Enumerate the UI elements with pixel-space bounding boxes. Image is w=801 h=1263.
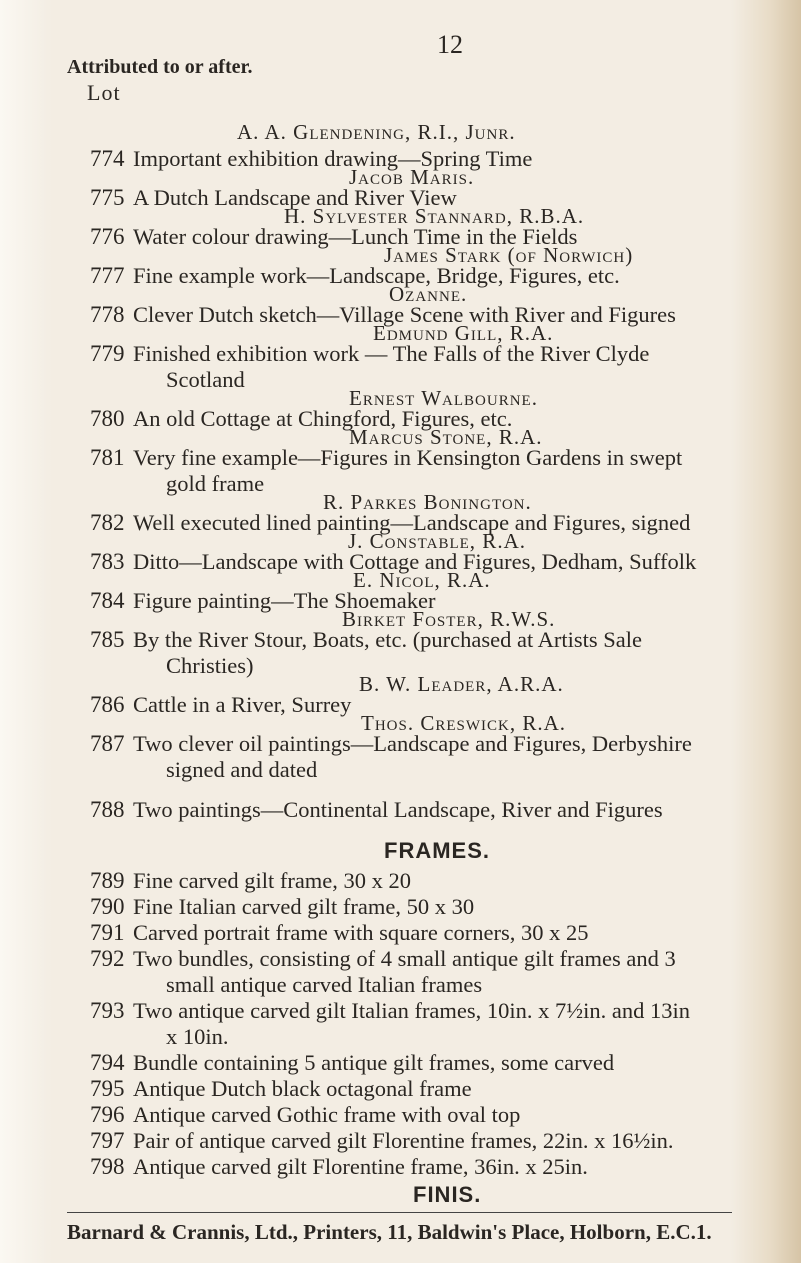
lot-number: 792 (90, 946, 125, 971)
lot-description: Pair of antique carved gilt Florentine frames, 22in. x 16½in. (133, 1128, 674, 1153)
lot-number: 793 (90, 998, 125, 1023)
lot-number: 776 (90, 224, 125, 249)
lot-number: 798 (90, 1154, 125, 1179)
lot-description: Water colour drawing—Lunch Time in the Fields (133, 224, 578, 249)
artist-name: Edmund Gill, R.A. (373, 321, 554, 345)
lot-description: Fine carved gilt frame, 30 x 20 (133, 868, 412, 893)
lot-description: Antique carved gilt Florentine frame, 36in. x 25in. (133, 1154, 588, 1179)
printer-imprint: Barnard & Crannis, Ltd., Printers, 11, Baldwin's Place, Holborn, E.C.1. (67, 1220, 712, 1244)
lot-description: Bundle containing 5 antique gilt frames, some carved (133, 1050, 615, 1075)
lot-description-continued: small antique carved Italian frames (166, 972, 483, 997)
lot-number: 791 (90, 920, 125, 945)
artist-name: A. A. Glendening, R.I., Junr. (237, 120, 516, 144)
lot-number: 777 (90, 263, 125, 288)
lot-number: 796 (90, 1102, 125, 1127)
lot-description: By the River Stour, Boats, etc. (purchased at Artists Sale (133, 627, 643, 652)
lot-description: Antique Dutch black octagonal frame (133, 1076, 472, 1101)
section-heading-frames: FRAMES. (384, 838, 490, 863)
lot-description-continued: gold frame (166, 471, 265, 496)
artist-name: H. Sylvester Stannard, R.B.A. (284, 204, 585, 228)
lot-number: 794 (90, 1050, 125, 1075)
lot-number: 784 (90, 588, 125, 613)
lot-number: 782 (90, 510, 125, 535)
lot-description: Ditto—Landscape with Cottage and Figures, Dedham, Suffolk (133, 549, 697, 574)
lot-number: 775 (90, 185, 125, 210)
lot-number: 786 (90, 692, 125, 717)
lot-description: Two bundles, consisting of 4 small antique gilt frames and 3 (133, 946, 676, 971)
lot-description: Two paintings—Continental Landscape, River and Figures (133, 797, 663, 822)
lot-description: Two clever oil paintings—Landscape and Figures, Derbyshire (133, 731, 692, 756)
artist-name: B. W. Leader, A.R.A. (359, 672, 564, 696)
lot-description: Well executed lined painting—Landscape and Figures, signed (133, 510, 691, 535)
page-edge-right (731, 0, 801, 1263)
artist-name: E. Nicol, R.A. (353, 568, 491, 592)
artist-name: R. Parkes Bonington. (323, 490, 532, 514)
lot-description: Clever Dutch sketch—Village Scene with River and Figures (133, 302, 676, 327)
artist-name: Marcus Stone, R.A. (349, 425, 543, 449)
lot-description-continued: x 10in. (166, 1024, 229, 1049)
lot-number: 789 (90, 868, 125, 893)
lot-description: Fine example work—Landscape, Bridge, Figures, etc. (133, 263, 620, 288)
lot-number: 788 (90, 797, 125, 822)
lot-number: 783 (90, 549, 125, 574)
finis-mark: FINIS. (413, 1182, 482, 1207)
lot-header: Lot (87, 80, 121, 105)
artist-name: Birket Foster, R.W.S. (342, 607, 556, 631)
attributed-header: Attributed to or after. (67, 56, 253, 78)
lot-description: Important exhibition drawing—Spring Time (133, 146, 533, 171)
lot-description: Two antique carved gilt Italian frames, 10in. x 7½in. and 13in (133, 998, 691, 1023)
lot-number: 774 (90, 146, 125, 171)
artist-name: J. Constable, R.A. (348, 529, 526, 553)
lot-number: 778 (90, 302, 125, 327)
lot-number: 785 (90, 627, 125, 652)
page-number: 12 (437, 30, 463, 59)
page-edge-left (0, 0, 52, 1263)
lot-description: An old Cottage at Chingford, Figures, etc. (133, 406, 513, 431)
lot-description: Very fine example—Figures in Kensington Gardens in swept (133, 445, 683, 470)
artist-name: Ozanne. (389, 282, 468, 306)
lot-number: 797 (90, 1128, 125, 1153)
lot-number: 790 (90, 894, 125, 919)
lot-description-continued: signed and dated (166, 757, 318, 782)
lot-number: 780 (90, 406, 125, 431)
artist-name: Ernest Walbourne. (349, 386, 538, 410)
lot-description: Fine Italian carved gilt frame, 50 x 30 (133, 894, 475, 919)
lot-description: Cattle in a River, Surrey (133, 692, 352, 717)
artist-name: James Stark (of Norwich) (384, 243, 634, 267)
artist-name: Thos. Creswick, R.A. (361, 711, 567, 735)
lot-number: 787 (90, 731, 125, 756)
lot-description: Finished exhibition work — The Falls of the River Clyde (133, 341, 650, 366)
artist-name: Jacob Maris. (349, 165, 475, 189)
lot-number: 795 (90, 1076, 125, 1101)
lot-description-continued: Scotland (166, 367, 245, 392)
lot-description-continued: Christies) (166, 653, 254, 678)
lot-description: Antique carved Gothic frame with oval top (133, 1102, 521, 1127)
lot-number: 781 (90, 445, 125, 470)
footer-rule (67, 1212, 732, 1213)
lot-description: Figure painting—The Shoemaker (133, 588, 436, 613)
lot-description: A Dutch Landscape and River View (133, 185, 457, 210)
lot-description: Carved portrait frame with square corners, 30 x 25 (133, 920, 589, 945)
lot-number: 779 (90, 341, 125, 366)
